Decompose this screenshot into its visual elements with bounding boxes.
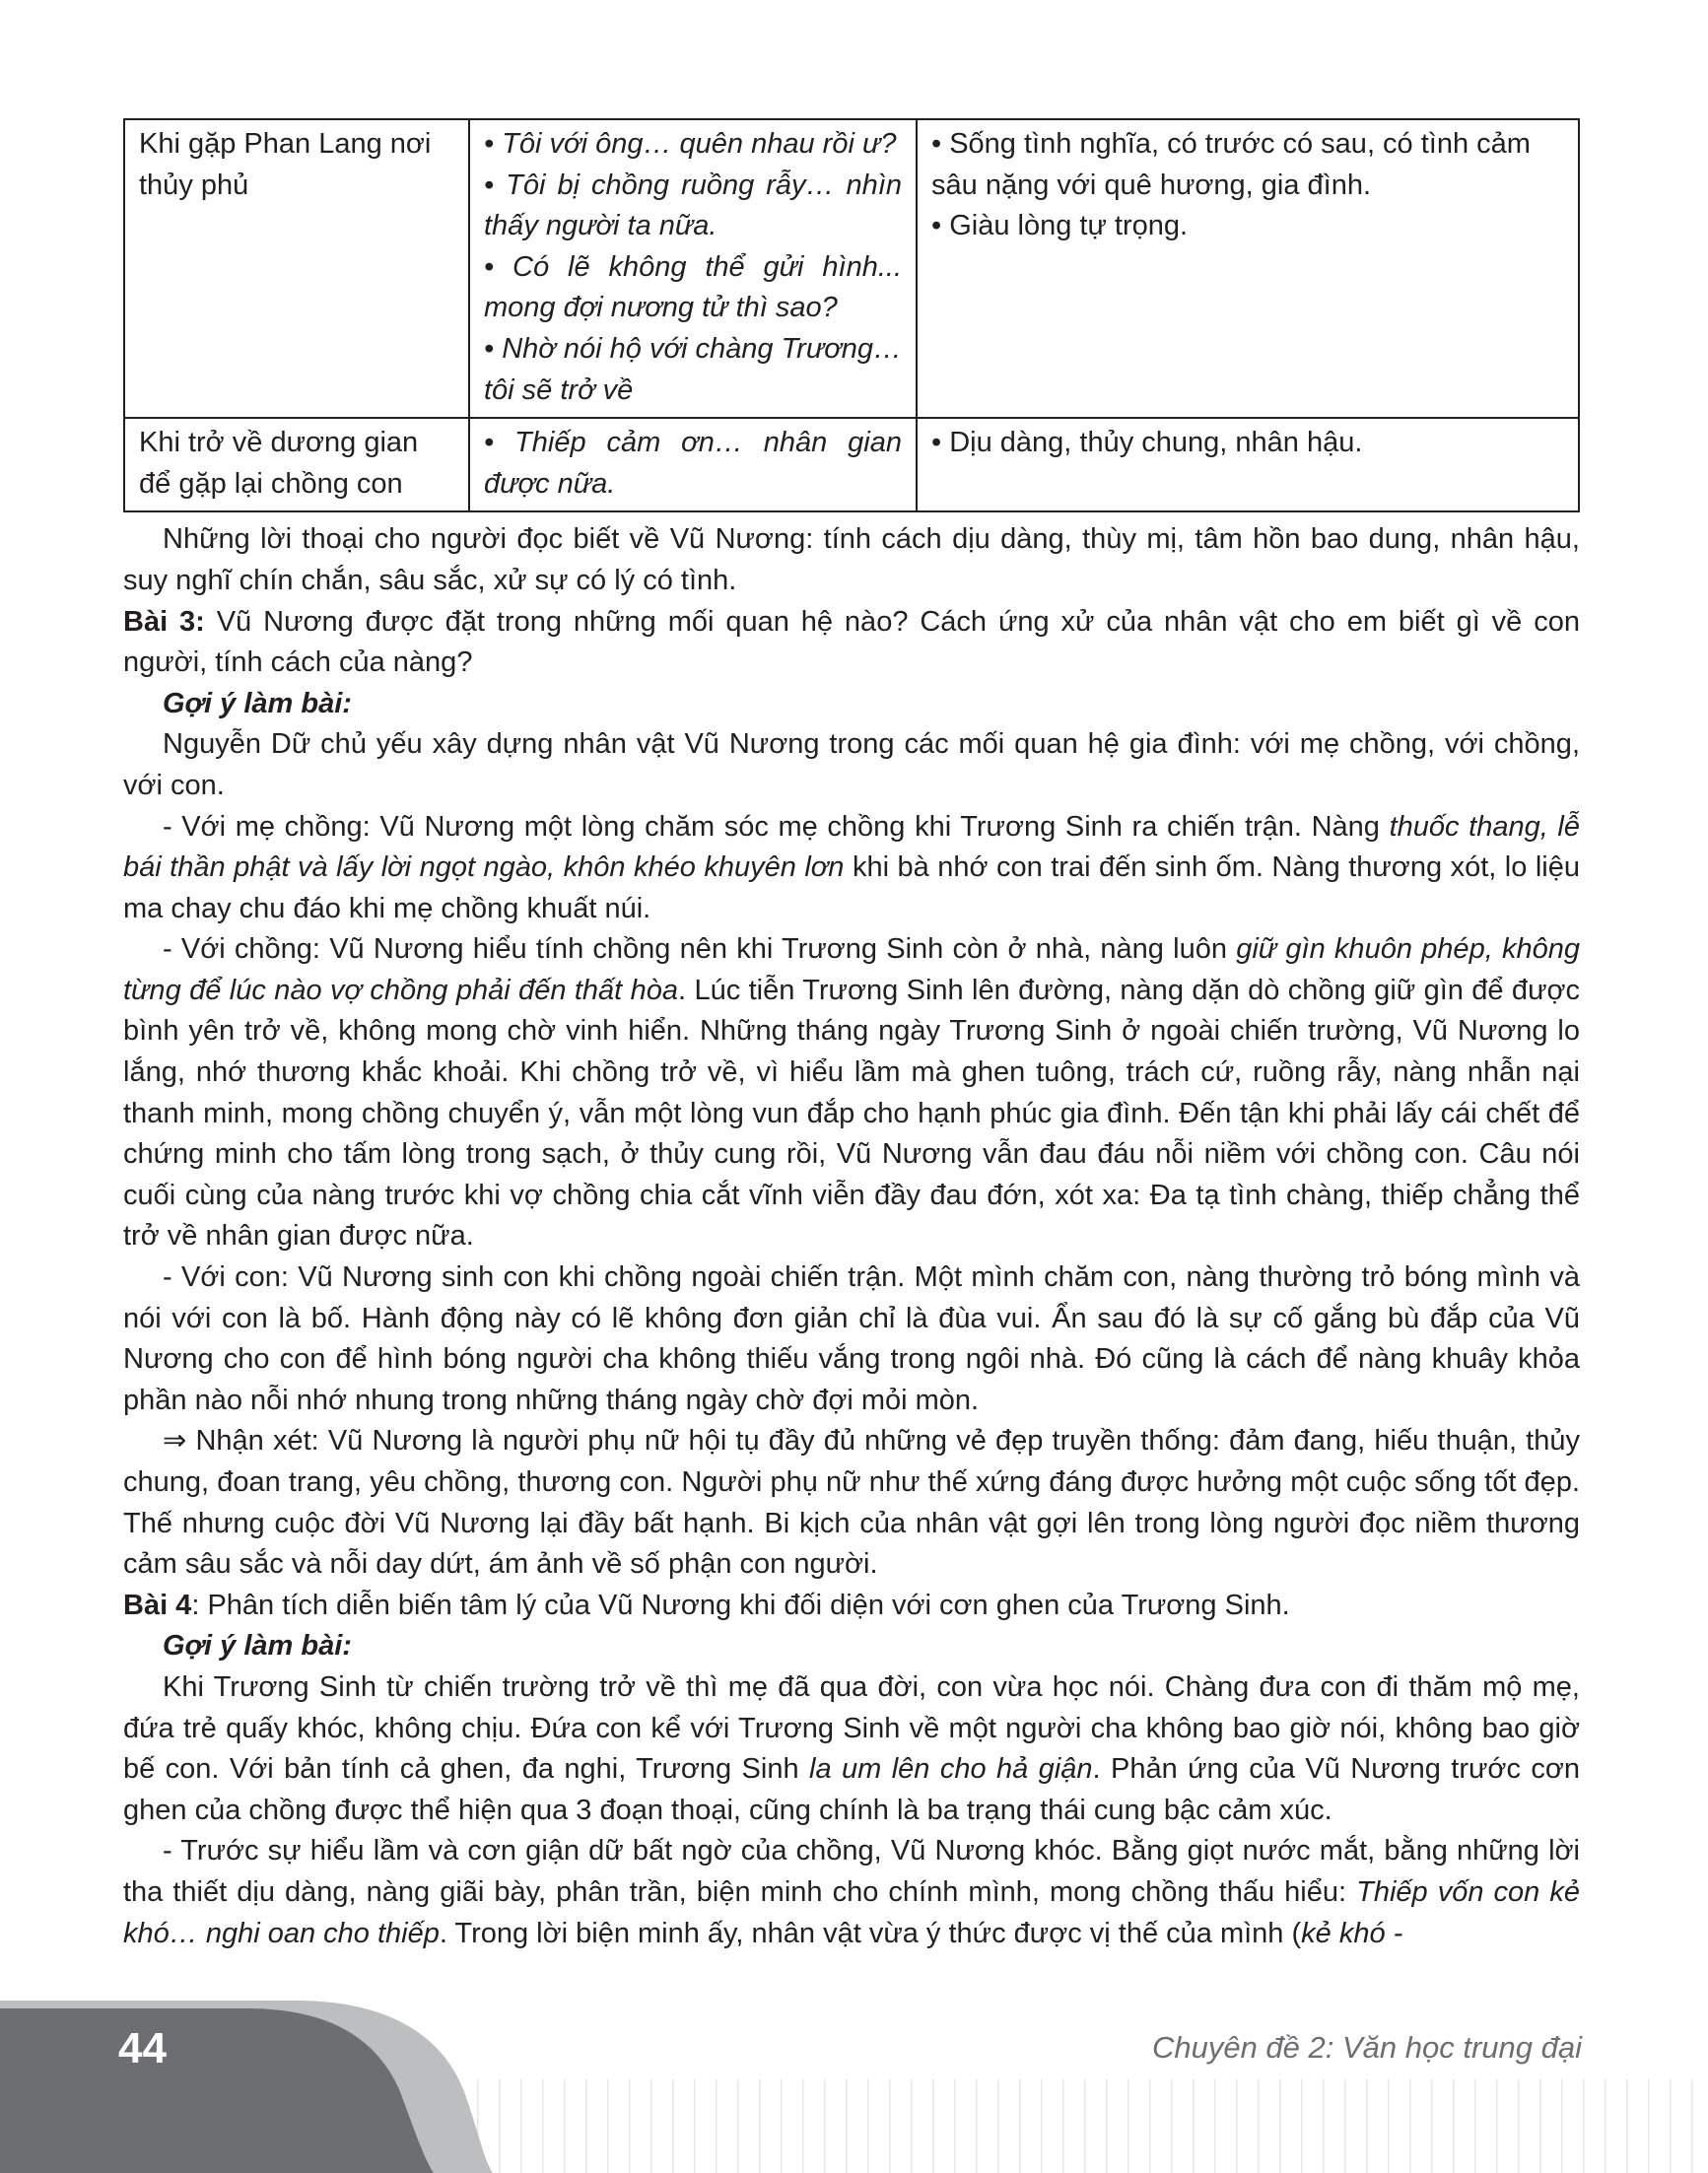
quotes-cell bbox=[469, 418, 917, 511]
hint-heading: Gợi ý làm bài: bbox=[163, 1630, 352, 1663]
exercise-4-heading bbox=[123, 1586, 1580, 1627]
page-content bbox=[123, 118, 1580, 1954]
quote-item: • Nhờ nói hộ với chàng Trương… tôi sẽ trở về bbox=[484, 332, 902, 406]
quote-item: • Thiếp cảm ơn… nhân gian được nữa. bbox=[484, 427, 902, 500]
trait-item: • Giàu lòng tự trọng. bbox=[931, 210, 1189, 242]
paragraph-reaction: - Trước sự hiểu lầm và cơn giận dữ bất ngờ của chồng, Vũ Nương khóc. Bằng giọt nước mắt, bằng những lời tha thiết dịu dàng, nàng giãi bày, phân trần, biện minh cho chính mình, mong chồng thấu hiểu: Thiếp vốn con kẻ khó… nghi oan cho thiếp. Trong lời biện minh ấy, nhân vật vừa ý thức được vị thế của mình (kẻ khó - bbox=[123, 1835, 1580, 1949]
hint-heading: Gợi ý làm bài: bbox=[163, 687, 352, 719]
page-footer bbox=[0, 1981, 1708, 2173]
situation-cell: Khi gặp Phan Lang nơi thủy phủ bbox=[124, 119, 469, 418]
traits-cell bbox=[917, 119, 1579, 418]
traits-cell bbox=[917, 418, 1579, 511]
footer-decoration bbox=[0, 1981, 1708, 2173]
table-row bbox=[124, 418, 1579, 511]
trait-item: • Sống tình nghĩa, có trước có sau, có tình cảm sâu nặng với quê hương, gia đình. bbox=[931, 128, 1531, 201]
quotes-cell bbox=[469, 119, 917, 418]
exercise-3-label: Bài 3: bbox=[123, 605, 205, 638]
character-analysis-table bbox=[123, 118, 1580, 512]
paragraph-intro: Nguyễn Dữ chủ yếu xây dựng nhân vật Vũ Nương trong các mối quan hệ gia đình: với mẹ chồng, với chồng, với con. bbox=[123, 728, 1580, 801]
paragraph-husband: - Với chồng: Vũ Nương hiểu tính chồng nên khi Trương Sinh còn ở nhà, nàng luôn giữ gìn khuôn phép, không từng để lúc nào vợ chồng phải đến thất hòa. Lúc tiễn Trương Sinh lên đường, nàng dặn dò chồng giữ gìn để được bình yên trở về, không mong chờ vinh hiển. Những tháng ngày Trương Sinh ở ngoài chiến trường, Vũ Nương lo lắng, nhớ thương khắc khoải. Khi chồng trở về, vì hiểu lầm mà ghen tuông, trách cứ, ruồng rẫy, nàng nhẫn nại thanh minh, mong chồng chuyển ý, vẫn một lòng vun đắp cho hạnh phúc gia đình. Đến tận khi phải lấy cái chết để chứng minh cho tấm lòng trong sạch, ở thủy cung rồi, Vũ Nương vẫn đau đáu nỗi niềm với chồng con. Câu nói cuối cùng của nàng trước khi vợ chồng chia cắt vĩnh viễn đầy đau đớn, xót xa: Đa tạ tình chàng, thiếp chẳng thể trở về nhân gian được nữa. bbox=[123, 933, 1580, 1253]
exercise-4-label: Bài 4 bbox=[123, 1589, 192, 1621]
paragraph-mother-in-law: - Với mẹ chồng: Vũ Nương một lòng chăm sóc mẹ chồng khi Trương Sinh ra chiến trận. Nàng thuốc thang, lễ bái thần phật và lấy lời ngọt ngào, khôn khéo khuyên lơn khi bà nhớ con trai đến sinh ốm. Nàng thương xót, lo liệu ma chay chu đáo khi mẹ chồng khuất núi. bbox=[123, 810, 1580, 924]
situation-cell: Khi trở về dương gian để gặp lại chồng con bbox=[124, 418, 469, 511]
exercise-3-question: Vũ Nương được đặt trong những mối quan hệ nào? Cách ứng xử của nhân vật cho em biết gì về con người, tính cách của nàng? bbox=[123, 605, 1580, 679]
page-number: 44 bbox=[118, 2024, 167, 2072]
paragraph-child: - Với con: Vũ Nương sinh con khi chồng ngoài chiến trận. Một mình chăm con, nàng thường trỏ bóng mình và nói với con là bố. Hành động này có lẽ không đơn giản chỉ là đùa vui. Ẩn sau đó là sự cố gắng bù đắp của Vũ Nương cho con để hình bóng người cha không thiếu vắng trong ngôi nhà. Đó cũng là cách để nàng khuây khỏa phần nào nỗi nhớ nhung trong những tháng ngày chờ đợi mỏi mòn. bbox=[123, 1261, 1580, 1416]
exercise-3-heading bbox=[123, 602, 1580, 684]
paragraph-conclusion: ⇒ Nhận xét: Vũ Nương là người phụ nữ hội tụ đầy đủ những vẻ đẹp truyền thống: đảm đang, hiếu thuận, thủy chung, đoan trang, yêu chồng, thương con. Người phụ nữ như thế xứng đáng được hưởng một cuộc sống tốt đẹp. Thế nhưng cuộc đời Vũ Nương lại đầy bất hạnh. Bi kịch của nhân vật gợi lên trong lòng người đọc niềm thương cảm sâu sắc và nỗi day dứt, ám ảnh về số phận con người. bbox=[123, 1425, 1580, 1581]
quote-item: • Có lẽ không thể gửi hình... mong đợi nương tử thì sao? bbox=[484, 250, 902, 324]
table-row bbox=[124, 119, 1579, 418]
quote-item: • Tôi với ông… quên nhau rồi ư? bbox=[484, 128, 897, 160]
footer-stripes bbox=[434, 2079, 1708, 2173]
trait-item: • Dịu dàng, thủy chung, nhân hậu. bbox=[931, 427, 1363, 459]
quote-item: • Tôi bị chồng ruồng rẫy… nhìn thấy người ta nữa. bbox=[484, 169, 902, 242]
paragraph-truong-sinh: Khi Trương Sinh từ chiến trường trở về thì mẹ đã qua đời, con vừa học nói. Chàng đưa con đi thăm mộ mẹ, đứa trẻ quấy khóc, không chịu. Đứa con kể với Trương Sinh về một người cha không bao giờ nói, không bao giờ bế con. Với bản tính cả ghen, đa nghi, Trương Sinh la um lên cho hả giận. Phản ứng của Vũ Nương trước cơn ghen của chồng được thể hiện qua 3 đoạn thoại, cũng chính là ba trạng thái cung bậc cảm xúc. bbox=[123, 1670, 1580, 1826]
chapter-title: Chuyên đề 2: Văn học trung đại bbox=[1151, 2030, 1582, 2065]
paragraph-summary: Những lời thoại cho người đọc biết về Vũ Nương: tính cách dịu dàng, thùy mị, tâm hồn bao dung, nhân hậu, suy nghĩ chín chắn, sâu sắc, xử sự có lý có tình. bbox=[123, 523, 1580, 596]
exercise-4-question: : Phân tích diễn biến tâm lý của Vũ Nương khi đối diện với cơn ghen của Trương Sinh. bbox=[191, 1589, 1290, 1621]
